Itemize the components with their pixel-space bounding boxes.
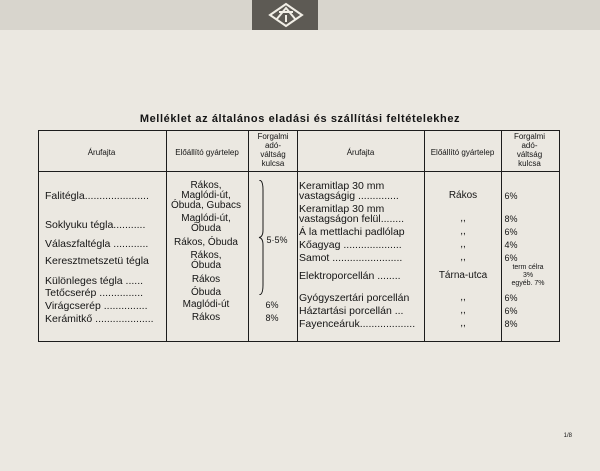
rate-gyogyszertari-porcellan: 6% — [504, 293, 518, 303]
plant-kulonleges-tegla: Rákos — [191, 274, 221, 285]
header-rate-right: Forgalmi adó- váltság kulcsa — [513, 132, 546, 168]
item-keresztmetszetu-tegla: Keresztmetszetü tégla — [45, 255, 149, 267]
item-elektroporcellan: Elektroporcellán ........ — [299, 270, 401, 282]
plant-falitegla: Rákos, Maglódi-út, Óbuda, Gubacs — [170, 180, 242, 211]
document-title: Melléklet az általános eladási és szállítási feltételekhez — [139, 113, 461, 125]
plant-keramitlap-30mm-ig: Rákos — [448, 190, 478, 201]
rate-keramitlap-30mm-ig: 6% — [504, 191, 518, 201]
company-logo-icon — [264, 2, 308, 28]
item-kulonleges-tegla: Különleges tégla ...... — [45, 275, 144, 287]
rate-koagyag: 4% — [504, 240, 518, 250]
plant-koagyag: ,, — [460, 239, 466, 250]
plant-gyogyszertari-porcellan: ,, — [460, 292, 466, 303]
rate-viragcserep: 6% — [265, 300, 279, 310]
item-viragcserep: Virágcserép ............... — [45, 300, 148, 312]
plant-elektroporcellan: Tárna-utca — [438, 270, 488, 281]
rate-keramitlap-30mm-felul: 8% — [504, 214, 518, 224]
header-divider — [39, 171, 559, 172]
plant-viragcserep: Maglódi-út — [182, 299, 230, 310]
item-a-la-mettlachi-padlolap: Á la mettlachi padlólap — [299, 226, 405, 238]
item-fayencearuk: Fayenceáruk................... — [299, 318, 416, 330]
plant-keramitko: Rákos — [191, 312, 221, 323]
page-number: 1/8 — [563, 433, 572, 439]
header-rate-left: Forgalmi adó- váltság kulcsa — [257, 132, 289, 168]
item-haztartasi-porcellan: Háztartási porcellán ... — [299, 305, 404, 317]
plant-soklyuku-tegla: Maglódi-út, Óbuda — [181, 213, 231, 234]
rate-samot: 6% — [504, 253, 518, 263]
item-valaszfaltegla: Válaszfaltégla ............ — [45, 238, 149, 250]
header-plant-left: Előállító gyártelep — [175, 148, 239, 157]
item-keramitko: Kerámitkő .................... — [45, 313, 154, 325]
item-samot: Samot ........................ — [299, 252, 403, 264]
header-item-left: Árufajta — [87, 148, 116, 157]
item-keramitlap-30mm-felul: Keramitlap 30 mm vastagságon felül........ — [299, 203, 405, 225]
item-koagyag: Kőagyag .................... — [299, 239, 402, 251]
header-plant-right: Előállító gyártelep — [430, 148, 495, 157]
rate-elektroporcellan: term célra 3% egyéb. 7% — [511, 264, 545, 287]
plant-samot: ,, — [460, 252, 466, 263]
plant-keramitlap-30mm-felul: ,, — [460, 213, 466, 224]
item-falitegla: Falitégla...................... — [45, 190, 149, 202]
header-item-right: Árufajta — [346, 148, 375, 157]
rate-a-la-mettlachi-padlolap: 6% — [504, 227, 518, 237]
rate-fayencearuk: 8% — [504, 319, 518, 329]
plant-haztartasi-porcellan: ,, — [460, 305, 466, 316]
plant-tetocserep: Óbuda — [190, 287, 222, 298]
plant-keresztmetszetu-tegla: Rákos, Óbuda — [190, 250, 222, 271]
plant-valaszfaltegla: Rákos, Óbuda — [174, 237, 238, 248]
item-tetocserep: Tetőcserép ............... — [45, 287, 144, 299]
plant-fayencearuk: ,, — [460, 318, 466, 329]
item-keramitlap-30mm-ig: Keramitlap 30 mm vastagságig .............. — [299, 180, 399, 202]
plant-a-la-mettlachi-padlolap: ,, — [460, 226, 466, 237]
merged-rate: 5·5% — [266, 235, 288, 245]
rate-haztartasi-porcellan: 6% — [504, 306, 518, 316]
item-gyogyszertari-porcellan: Gyógyszertári porcellán — [299, 292, 410, 304]
rate-keramitko: 8% — [265, 313, 279, 323]
item-soklyuku-tegla: Soklyuku tégla........... — [45, 219, 146, 231]
